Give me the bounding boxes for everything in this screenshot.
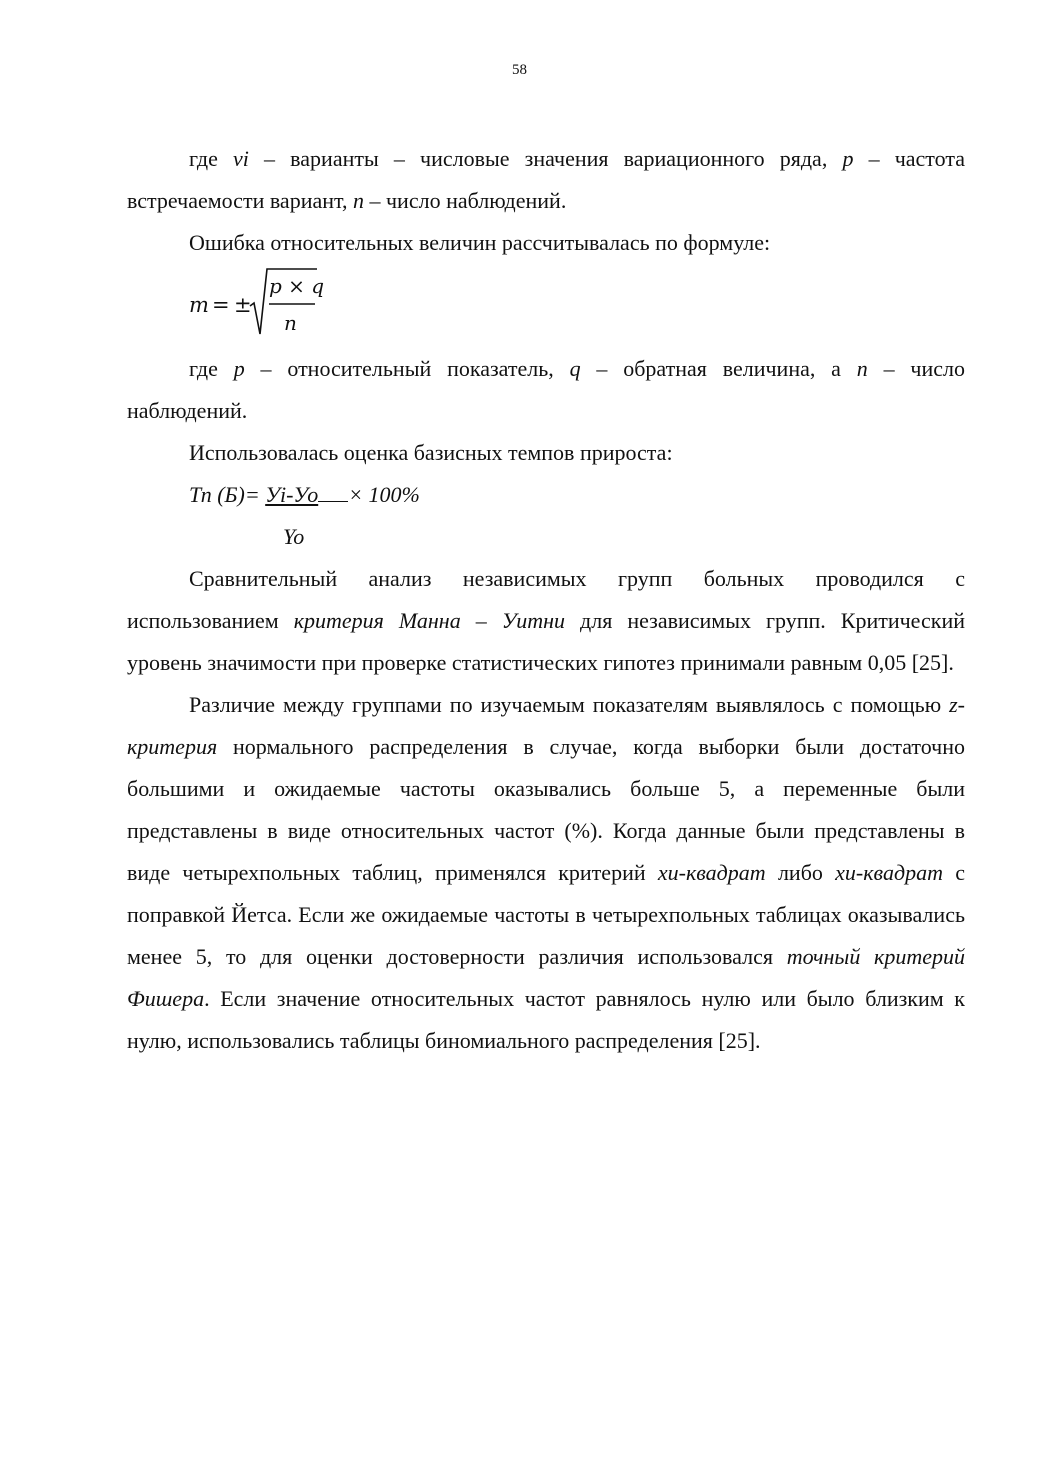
text: – обратная величина, а [580, 356, 857, 381]
term-chi-square: хи-квадрат [657, 860, 766, 885]
formula-rhs: × 100% [348, 482, 420, 507]
text: Сравнительный анализ независимых групп больных проводился с использованием [127, 566, 965, 633]
page-body [127, 138, 965, 1062]
paragraph-formula-variables [127, 348, 965, 432]
text: Различие между группами по изучаемым показателям выявлялось с помощью [189, 692, 950, 717]
term-mann-whitney: критерия Манна – Уитни [293, 608, 566, 633]
text: где [189, 356, 234, 381]
text: с поправкой Йетса. Если же ожидаемые частоты в четырехпольных таблицах оказывались менее 5, то для оценки достоверности различия использовался [127, 860, 965, 969]
formula-growth-denominator: Yo [283, 524, 305, 549]
text: либо [765, 860, 836, 885]
term-fisher-exact: точный критерий Фишера [127, 944, 965, 1011]
formula-relative-error [189, 264, 965, 348]
paragraph-variants-definition [127, 138, 965, 222]
var-n: n [856, 356, 868, 381]
formula-growth-rate [127, 474, 965, 516]
formula-eq: = [212, 293, 230, 317]
paragraph-mann-whitney [127, 558, 965, 684]
paragraph-growth-rate-intro: Использовалась оценка базисных темпов прироста: [189, 440, 673, 465]
text: где [189, 146, 234, 171]
text: для независимых групп. Критический уровень значимости при проверке статистических гипотез принимали равным 0,05 [25]. [127, 608, 965, 675]
sqrt-formula-graphic [189, 260, 389, 346]
text: – относительный показатель, [244, 356, 570, 381]
formula-pm: ± [234, 293, 252, 317]
var-p: p [233, 356, 245, 381]
paragraph-error-formula-intro: Ошибка относительных величин рассчитывалась по формуле: [189, 230, 771, 255]
var-vi: vi [233, 146, 249, 171]
formula-lhs: Тп (Б)= [189, 482, 266, 507]
var-n: n [352, 188, 364, 213]
formula-lhs: m [189, 293, 209, 317]
term-chi-square-yates: хи-квадрат [835, 860, 943, 885]
formula-numerator: Уi-Уо [265, 482, 319, 507]
text: – число наблюдений. [363, 188, 567, 213]
formula-numerator: p × q [269, 274, 325, 298]
page-number: 58 [512, 62, 527, 78]
formula-denominator: n [284, 311, 297, 335]
var-p: p [842, 146, 854, 171]
text: – число наблюдений. [127, 356, 965, 423]
text: . Если значение относительных частот равнялось нулю или было близким к нулю, использовались таблицы биномиального распределения [25]. [127, 986, 965, 1053]
text: нормального распределения в случае, когда выборки были достаточно большими и ожидаемые частоты оказывались больше 5, а переменные были представлены в виде относительных частот (%). Когда данные были представлены в виде четырехпольных таблиц, применялся критерий [127, 734, 965, 885]
underline-blank [318, 477, 348, 502]
paragraph-group-differences [127, 684, 965, 1062]
text: – частота встречаемости вариант, [127, 146, 965, 213]
text: – варианты – числовые значения вариационного ряда, [248, 146, 843, 171]
var-q: q [569, 356, 581, 381]
term-z-criterion: z-критерия [127, 692, 965, 759]
